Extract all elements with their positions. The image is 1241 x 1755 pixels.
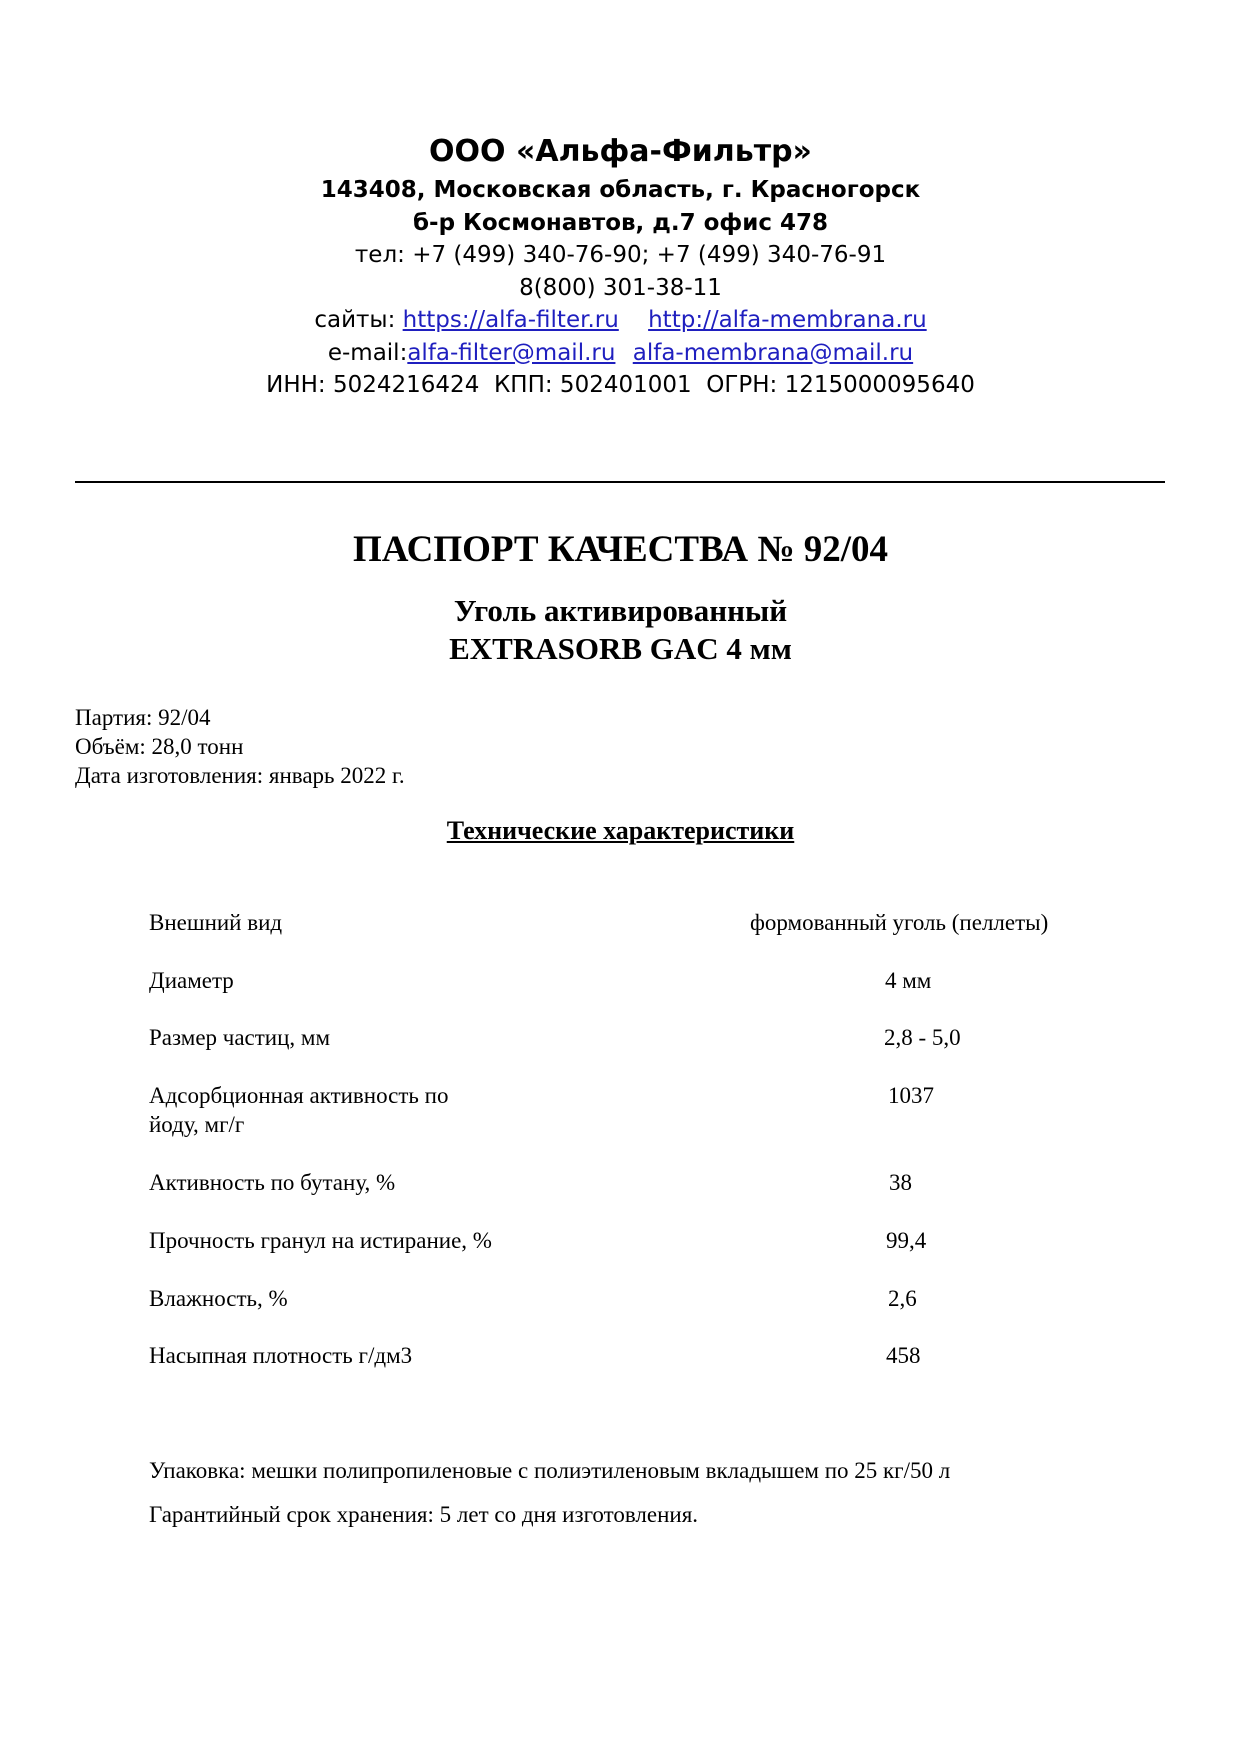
batch-party: Партия: 92/04: [75, 705, 211, 730]
spec-label-moisture: Влажность, %: [149, 1286, 288, 1311]
phone-free: 8(800) 301-38-11: [519, 274, 722, 301]
spec-label-abrasion-strength: Прочность гранул на истирание, %: [149, 1228, 492, 1253]
spec-label-particle-size: Размер частиц, мм: [149, 1025, 331, 1050]
spec-value-particle-size: 2,8 - 5,0: [884, 1025, 961, 1050]
spec-label-iodine-line-2: йоду, мг/г: [149, 1112, 245, 1137]
spec-label-diameter: Диаметр: [149, 968, 234, 993]
batch-volume: Объём: 28,0 тонн: [75, 734, 244, 759]
email-link-alfa-filter[interactable]: alfa-filter@mail.ru: [407, 339, 616, 366]
spec-label-appearance: Внешний вид: [149, 910, 283, 935]
spec-value-moisture: 2,6: [888, 1286, 917, 1311]
company-requisites: ИНН: 5024216424 КПП: 502401001 ОГРН: 1215000095640: [266, 372, 975, 398]
sites-label: сайты:: [314, 307, 396, 333]
header-divider: [75, 481, 1165, 483]
spec-value-butane-activity: 38: [889, 1170, 912, 1195]
spec-label-butane-activity: Активность по бутану, %: [149, 1170, 396, 1195]
spec-value-abrasion-strength: 99,4: [886, 1228, 927, 1253]
company-header: [0, 130, 1241, 402]
email-label: e-mail:: [327, 339, 408, 366]
sites-line: [0, 304, 1241, 337]
product-name-line-1: Уголь активированный: [453, 593, 788, 628]
address-line-2: б-р Космонавтов, д.7 офис 478: [412, 209, 829, 236]
spec-label-bulk-density: Насыпная плотность г/дм3: [149, 1343, 413, 1368]
address-line-1: 143408, Московская область, г. Красногорск: [320, 177, 921, 203]
email-line: [0, 337, 1241, 370]
company-name: ООО «Альфа-Фильтр»: [429, 134, 812, 169]
document-title: ПАСПОРТ КАЧЕСТВА № 92/04: [352, 529, 889, 570]
site-link-alfa-membrana[interactable]: http://alfa-membrana.ru: [648, 307, 927, 333]
batch-info: [75, 703, 405, 790]
site-link-alfa-filter[interactable]: https://alfa-filter.ru: [402, 307, 619, 333]
spec-value-iodine-activity: 1037: [888, 1083, 934, 1108]
product-name: [0, 592, 1241, 668]
warranty-info: Гарантийный срок хранения: 5 лет со дня изготовления.: [149, 1502, 699, 1527]
phone-numbers: тел: +7 (499) 340-76-90; +7 (499) 340-76-91: [354, 242, 887, 268]
spec-label-iodine-activity: [149, 1081, 448, 1139]
batch-date: Дата изготовления: январь 2022 г.: [75, 763, 405, 788]
email-link-alfa-membrana[interactable]: alfa-membrana@mail.ru: [632, 339, 914, 366]
spec-value-bulk-density: 458: [886, 1343, 921, 1368]
spec-value-diameter: 4 мм: [885, 968, 932, 993]
packaging-info: Упаковка: мешки полипропиленовые с полиэтиленовым вкладышем по 25 кг/50 л: [149, 1458, 951, 1483]
spec-label-iodine-line-1: Адсорбционная активность по: [149, 1083, 449, 1108]
product-name-line-2: EXTRASORB GAC 4 мм: [449, 631, 792, 666]
specs-heading: Технические характеристики: [446, 816, 795, 845]
spec-value-appearance: формованный уголь (пеллеты): [750, 910, 1049, 935]
